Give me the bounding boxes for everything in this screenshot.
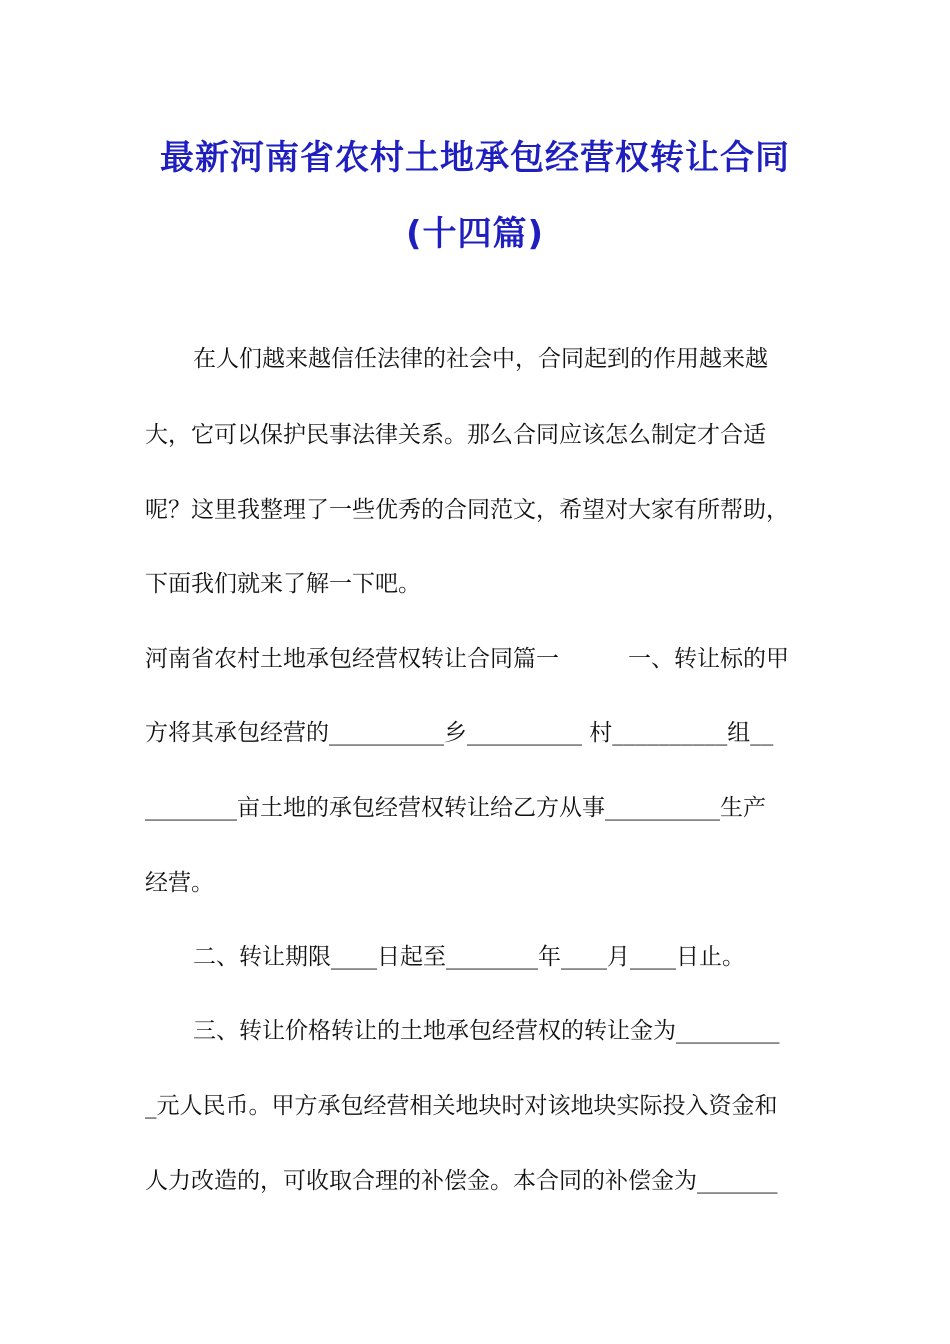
paragraph-line: 大，它可以保护民事法律关系。那么合同应该怎么制定才合适 [145, 422, 766, 448]
paragraph-line: _元人民币。甲方承包经营相关地块时对该地块实际投入资金和 [145, 1093, 778, 1119]
section-heading-line: 河南省农村土地承包经营权转让合同篇一 一、转让标的甲 [145, 646, 789, 672]
paragraph-line: 方将其承包经营的__________乡__________ 村__________组__ [145, 720, 774, 746]
paragraph-line: ________亩土地的承包经营权转让给乙方从事__________生产 [145, 795, 766, 821]
paragraph-line: 下面我们就来了解一下吧。 [145, 571, 421, 597]
paragraph-line: 三、转让价格转让的土地承包经营权的转让金为_________ [193, 1018, 780, 1044]
document-title: 最新河南省农村土地承包经营权转让合同 [160, 138, 790, 178]
paragraph-line: 经营。 [145, 870, 214, 896]
document-title-subtitle: (十四篇) [405, 214, 545, 254]
paragraph-line: 人力改造的，可收取合理的补偿金。本合同的补偿金为_______ [145, 1168, 778, 1194]
paragraph-line: 二、转让期限____日起至________年____月____日止。 [193, 944, 745, 970]
paragraph-line: 呢？这里我整理了一些优秀的合同范文，希望对大家有所帮助， [145, 497, 789, 523]
paragraph-line: 在人们越来越信任法律的社会中，合同起到的作用越来越 [193, 346, 768, 372]
